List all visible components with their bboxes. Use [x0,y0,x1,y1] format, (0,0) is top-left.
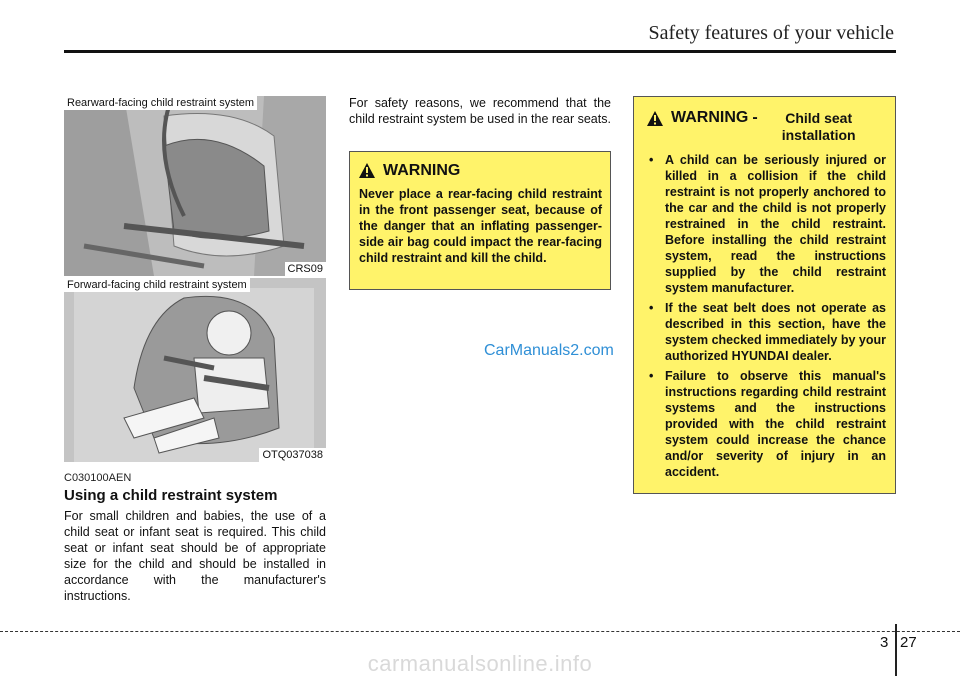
rear-facing-caption: Rearward-facing child restraint system [64,96,257,110]
right-warning-subtitle: Child seat installation [781,110,856,143]
forward-facing-code: OTQ037038 [259,448,326,462]
section-body: For small children and babies, the use of a child seat or infant seat is required. This child seat or infant seat should be of appropriate size for the child and should be installed in accordance with the manufacturer's instructions. [64,509,326,603]
page-number: 27 [900,634,917,651]
warning-heading [359,162,602,183]
right-warning-title: WARNING [671,109,749,126]
forward-facing-figure [64,278,326,462]
footer-dashed-rule [0,631,960,632]
warning-triangle-icon [647,111,663,131]
warning-bullet-text: A child can be seriously injured or killed in a collision if the child restraint is not properly anchored to the car and the child is not properly restrained in the child restraint. Before installing the child restraint system, read the instructions supplied by the child restraint system manufacturer. [665,153,886,295]
forward-facing-caption: Forward-facing child restraint system [64,278,250,292]
chapter-number: 3 [880,634,889,651]
rear-facing-seat-illustration [64,96,326,276]
rear-facing-figure [64,96,326,276]
bullet-icon: • [649,153,654,167]
warning-triangle-icon [359,163,375,183]
carmanuals-watermark[interactable]: CarManuals2.com [484,342,614,359]
page-header-title: Safety features of your vehicle [648,22,894,44]
header-rule [64,50,896,53]
forward-facing-seat-illustration [64,278,326,462]
section-code: C030100AEN [64,472,132,484]
bullet-icon: • [649,301,654,315]
warning-body: Never place a rear-facing child restraint in the front passenger seat, because of the danger that an inflating passenger-side air bag could impact the rear-facing child restraint and kill the child. [359,187,602,265]
right-warning-heading [643,109,886,144]
right-warning-dash: - [752,109,758,126]
rear-facing-code: CRS09 [285,262,326,276]
warning-bullet-item [643,300,886,364]
warning-bullet-text: If the seat belt does not operate as described in this section, have the system checked immediately by your authorized HYUNDAI dealer. [665,301,886,363]
warning-bullet-list [643,152,886,480]
site-watermark: carmanualsonline.info [367,651,593,676]
warning-bullet-item [643,152,886,296]
section-heading: Using a child restraint system [64,487,278,504]
warning-box-rear-facing [349,151,611,290]
bullet-icon: • [649,369,654,383]
warning-bullet-item [643,368,886,480]
warning-box-child-seat-installation [633,96,896,494]
warning-bullet-text: Failure to observe this manual's instructions regarding child restraint systems and the instructions provided with the child restraint system could increase the chance and/or severity of injury in an accident. [665,369,886,479]
warning-title: WARNING [383,162,461,179]
middle-intro: For safety reasons, we recommend that the child restraint system be used in the rear seats. [349,96,611,126]
